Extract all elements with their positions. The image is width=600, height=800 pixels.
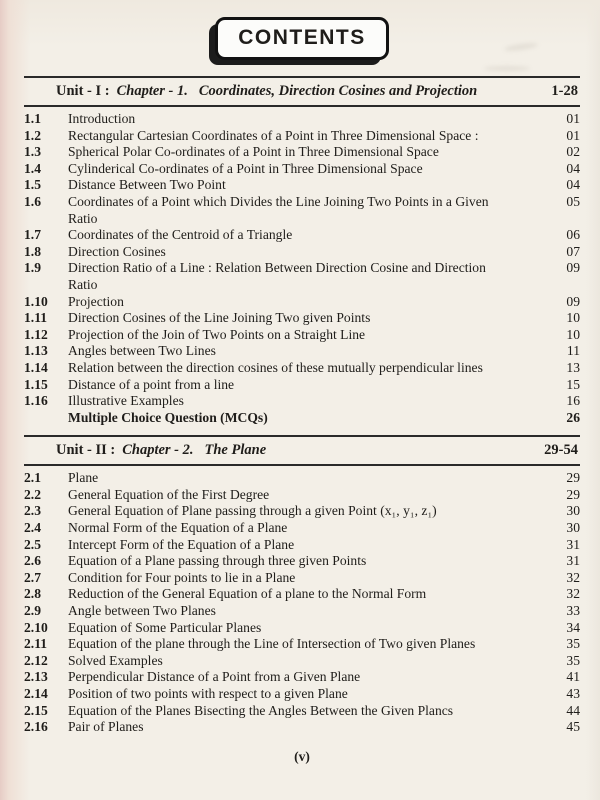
item-title: Projection of the Join of Two Points on a Straight Line (68, 326, 366, 342)
item-number: 1.12 (24, 326, 48, 342)
item-title: Perpendicular Distance of a Point from a Given Plane (68, 669, 361, 685)
item-page: 32 (566, 569, 580, 585)
toc-row (24, 586, 580, 603)
item-number: 1.11 (24, 310, 48, 326)
unit-header (24, 76, 580, 107)
toc-row (24, 360, 580, 377)
toc-row (24, 310, 580, 327)
toc-row (24, 503, 580, 520)
toc-row (24, 227, 580, 244)
page-number-marker: (v) (294, 748, 310, 764)
toc-row (24, 377, 580, 394)
item-title: Projection (68, 293, 124, 309)
item-page: 29 (566, 486, 580, 502)
item-page: 05 (566, 193, 580, 209)
item-number: 2.14 (24, 686, 48, 701)
item-number: 1.9 (24, 260, 41, 276)
item-title: Angle between Two Planes (68, 603, 216, 619)
item-page: 16 (566, 393, 580, 409)
scan-smudge (484, 66, 530, 71)
item-number: 2.10 (24, 619, 48, 635)
unit-items (24, 107, 580, 433)
item-page: 09 (566, 260, 580, 276)
item-title: Direction Cosines of the Line Joining Two given Points (68, 310, 371, 326)
page-title: CONTENTS (215, 17, 389, 60)
item-page: 29 (566, 470, 580, 486)
item-number: 2.8 (24, 586, 41, 602)
item-page: 09 (566, 293, 580, 309)
item-page: 35 (566, 652, 580, 668)
item-page: 13 (566, 359, 580, 375)
item-title: Position of two points with respect to a given Plane (68, 686, 348, 701)
toc-row (24, 111, 580, 128)
item-title: Introduction (68, 111, 136, 126)
item-page: 04 (566, 160, 580, 176)
item-title: General Equation of Plane passing through a given Point (x₁, y₁, z₁) (68, 503, 437, 519)
item-number: 2.1 (24, 470, 41, 486)
item-title: Angles between Two Lines (68, 343, 216, 359)
item-title: Direction Ratio of a Line : Relation Between Direction Cosine and Direction Ratio (68, 260, 486, 292)
toc-row (24, 194, 580, 227)
item-number: 2.12 (24, 652, 48, 668)
unit-chapter: Chapter - 1. (116, 83, 188, 99)
item-title: Equation of the Planes Bisecting the Angles Between the Given Plancs (68, 702, 454, 718)
item-title: Pair of Planes (68, 719, 144, 735)
item-page: 10 (566, 326, 580, 342)
item-title: Relation between the direction cosines of these mutually perpendicular lines (68, 359, 483, 375)
item-page: 31 (566, 553, 580, 569)
item-title: General Equation of the First Degree (68, 486, 270, 502)
item-page: 07 (566, 243, 580, 259)
item-title: Distance Between Two Point (68, 177, 226, 193)
item-title: Coordinates of a Point which Divides the Line Joining Two Points in a Given Ratio (68, 193, 489, 226)
item-title: Equation of a Plane passing through three given Points (68, 553, 367, 569)
item-number: 1.2 (24, 127, 41, 143)
item-number: 2.11 (24, 636, 48, 652)
item-number: 2.4 (24, 520, 41, 536)
item-title: Direction Cosines (68, 243, 166, 259)
item-page: 33 (566, 603, 580, 619)
toc-row (24, 537, 580, 554)
item-title: Normal Form of the Equation of a Plane (68, 520, 288, 536)
item-number: 1.7 (24, 227, 41, 243)
unit-page-range: 1-28 (551, 83, 578, 99)
toc-row (24, 669, 580, 686)
toc-row (24, 177, 580, 194)
item-page: 06 (566, 227, 580, 243)
item-page: 30 (566, 520, 580, 536)
item-page: 32 (566, 586, 580, 602)
toc-row (24, 260, 580, 293)
item-page: 45 (566, 719, 580, 735)
item-number: 1.10 (24, 293, 48, 309)
item-title: Condition for Four points to lie in a Plane (68, 569, 296, 585)
item-title: Spherical Polar Co-ordinates of a Point in Three Dimensional Space (68, 144, 439, 160)
item-number: 1.8 (24, 243, 41, 259)
item-number: 1.15 (24, 376, 48, 392)
item-title: Equation of Some Particular Planes (68, 619, 262, 635)
item-number: 2.16 (24, 719, 48, 735)
item-page: 26 (566, 409, 580, 425)
item-number: 2.5 (24, 536, 41, 552)
item-number: 2.6 (24, 553, 41, 569)
toc-row (24, 719, 580, 736)
toc-row (24, 553, 580, 570)
toc-row (24, 703, 580, 720)
item-title: Plane (68, 470, 99, 486)
item-page: 31 (566, 536, 580, 552)
item-page: 15 (566, 376, 580, 392)
unit-chapter: Chapter - 2. (122, 442, 194, 459)
toc-row (24, 128, 580, 145)
unit-label: Unit - II : (56, 442, 116, 459)
item-number: 2.7 (24, 569, 41, 585)
item-number: 1.1 (24, 111, 41, 126)
item-number: 2.2 (24, 486, 41, 502)
toc-row (24, 470, 580, 487)
unit-title: The Plane (204, 442, 267, 459)
item-title: Coordinates of the Centroid of a Triangle (68, 227, 293, 243)
contents-header (24, 17, 580, 60)
item-title: Multiple Choice Question (MCQs) (68, 409, 268, 425)
toc-row (24, 393, 580, 410)
unit-section (24, 435, 580, 743)
toc-row (24, 410, 580, 427)
item-title: Cylinderical Co-ordinates of a Point in Three Dimensional Space (68, 160, 423, 176)
item-number: 1.14 (24, 359, 48, 375)
item-number: 1.5 (24, 177, 41, 193)
toc-row (24, 686, 580, 703)
item-number: 2.15 (24, 702, 48, 718)
unit-items (24, 466, 580, 743)
item-title: Distance of a point from a line (68, 376, 235, 392)
item-number: 1.13 (24, 343, 48, 359)
item-page: 11 (566, 343, 580, 359)
item-number: 2.13 (24, 669, 48, 685)
toc-row (24, 570, 580, 587)
toc-row (24, 327, 580, 344)
unit-title: Coordinates, Direction Cosines and Projection (198, 83, 478, 99)
toc-row (24, 343, 580, 360)
toc-row (24, 636, 580, 653)
item-title: Solved Examples (68, 652, 163, 668)
item-page: 43 (566, 686, 580, 701)
toc-row (24, 294, 580, 311)
unit-section (24, 76, 580, 433)
toc-row (24, 620, 580, 637)
item-number: 1.3 (24, 144, 41, 160)
toc-row (24, 653, 580, 670)
toc-row (24, 161, 580, 178)
item-page: 10 (566, 310, 580, 326)
toc-row (24, 603, 580, 620)
unit-header (24, 435, 580, 466)
item-number: 1.16 (24, 393, 48, 409)
unit-label: Unit - I : (56, 83, 110, 99)
item-page: 04 (566, 177, 580, 193)
item-page: 30 (566, 503, 580, 519)
item-title: Equation of the plane through the Line of Intersection of Two given Planes (68, 636, 476, 652)
item-title: Rectangular Cartesian Coordinates of a Point in Three Dimensional Space : (68, 127, 479, 143)
item-page: 35 (566, 636, 580, 652)
toc-row (24, 520, 580, 537)
item-page: 44 (566, 702, 580, 718)
item-number: 2.3 (24, 503, 41, 519)
item-page: 41 (566, 669, 580, 685)
item-title: Reduction of the General Equation of a plane to the Normal Form (68, 586, 427, 602)
item-number: 1.4 (24, 160, 41, 176)
toc-row (24, 487, 580, 504)
toc-body (24, 76, 580, 743)
item-page: 01 (566, 127, 580, 143)
item-page: 02 (566, 144, 580, 160)
toc-row (24, 244, 580, 261)
item-title: Illustrative Examples (68, 393, 184, 409)
item-page: 34 (566, 619, 580, 635)
toc-row (24, 144, 580, 161)
item-number: 2.9 (24, 603, 41, 619)
item-number: 1.6 (24, 193, 41, 209)
unit-page-range: 29-54 (544, 442, 578, 459)
item-title: Intercept Form of the Equation of a Plane (68, 536, 295, 552)
item-page: 01 (566, 111, 580, 126)
